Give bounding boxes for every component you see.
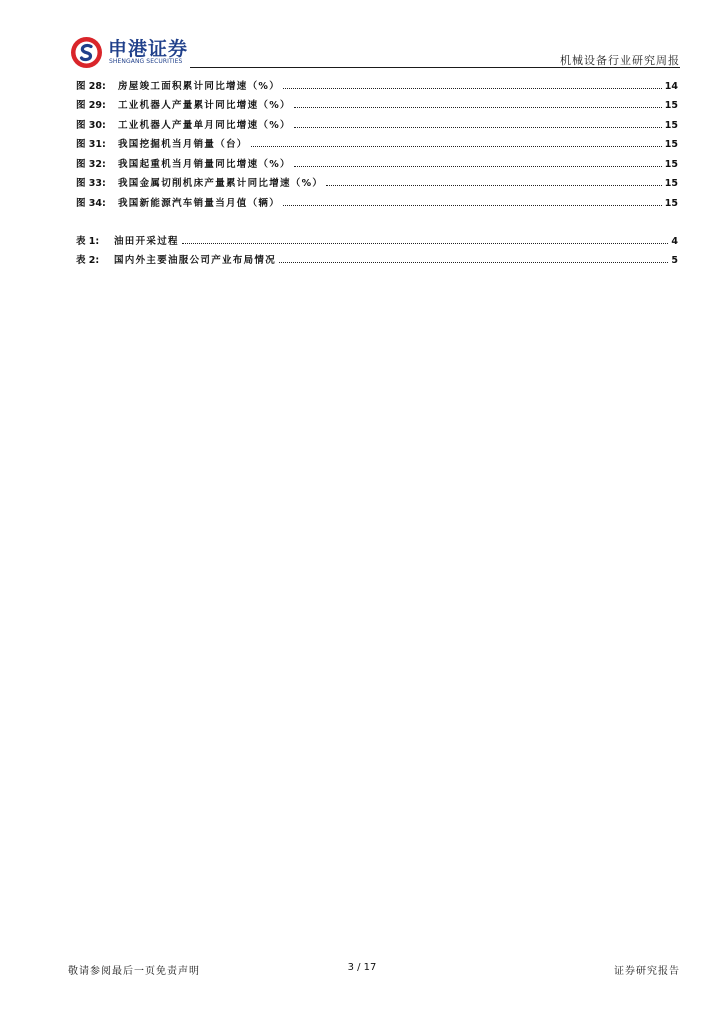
toc-leader-dots (294, 127, 662, 128)
toc-entry-table-2[interactable] (76, 247, 678, 267)
figure-index-list (76, 72, 678, 209)
company-logo (70, 36, 220, 70)
toc-entry-title: 工业机器人产量单月同比增速（%） (118, 119, 291, 131)
toc-entry-page: 14 (664, 80, 678, 92)
toc-leader-dots (294, 107, 662, 108)
toc-entry-number: 图 32: (76, 158, 106, 170)
toc-leader-dots (326, 185, 662, 186)
report-type-title: 机械设备行业研究周报 (560, 54, 680, 67)
toc-entry-number: 表 2: (76, 255, 100, 266)
toc-entry-title: 国内外主要油服公司产业布局情况 (114, 255, 277, 266)
toc-entry-table-1[interactable] (76, 227, 678, 247)
toc-leader-dots (283, 205, 662, 206)
toc-entry-figure-31[interactable] (76, 131, 678, 151)
toc-entry-figure-34[interactable] (76, 189, 678, 209)
toc-entry-title: 油田开采过程 (114, 235, 179, 247)
toc-entry-number: 图 33: (76, 178, 106, 189)
page-footer (0, 962, 724, 982)
toc-entry-number: 图 30: (76, 119, 106, 131)
toc-entry-number: 表 1: (76, 235, 100, 247)
table-index-list (76, 227, 678, 266)
page-header (0, 0, 724, 70)
toc-entry-figure-33[interactable] (76, 170, 678, 190)
toc-entry-title: 我国金属切削机床产量累计同比增速（%） (118, 178, 324, 189)
toc-entry-title: 房屋竣工面积累计同比增速（%） (118, 80, 281, 92)
toc-entry-page: 15 (664, 139, 678, 150)
toc-entry-number: 图 28: (76, 80, 106, 92)
footer-disclaimer-link: 敬请参阅最后一页免责声明 (68, 966, 200, 977)
toc-entry-page: 4 (671, 235, 678, 247)
toc-entry-title: 我国起重机当月销量同比增速（%） (118, 158, 291, 170)
toc-entry-number: 图 29: (76, 100, 106, 111)
toc-leader-dots (279, 262, 668, 263)
page-number: 3 / 17 (347, 962, 377, 973)
toc-entry-figure-30[interactable] (76, 111, 678, 131)
toc-leader-dots (283, 88, 662, 89)
toc-entry-title: 我国挖掘机当月销量（台） (118, 139, 248, 150)
logo-chinese-name: 申港证券 (108, 38, 189, 60)
toc-entry-page: 15 (664, 197, 678, 209)
toc-entry-page: 15 (664, 100, 678, 111)
toc-leader-dots (182, 243, 669, 244)
toc-entry-title: 工业机器人产量累计同比增速（%） (118, 100, 291, 111)
toc-leader-dots (294, 166, 662, 167)
footer-report-label: 证券研究报告 (614, 966, 680, 977)
logo-english-name: SHENGANG SECURITIES (109, 58, 183, 65)
toc-leader-dots (251, 146, 662, 147)
toc-entry-page: 15 (664, 178, 678, 189)
toc-entry-figure-32[interactable] (76, 150, 678, 170)
header-divider (190, 67, 680, 68)
toc-entry-title: 我国新能源汽车销量当月值（辆） (118, 197, 281, 209)
toc-entry-page: 15 (664, 119, 678, 131)
toc-entry-figure-28[interactable] (76, 72, 678, 92)
toc-entry-number: 图 34: (76, 197, 106, 209)
logo-emblem-icon (70, 36, 103, 69)
toc-entry-page: 5 (671, 255, 678, 266)
toc-entry-page: 15 (664, 158, 678, 170)
toc-entry-number: 图 31: (76, 139, 106, 150)
toc-entry-figure-29[interactable] (76, 92, 678, 112)
